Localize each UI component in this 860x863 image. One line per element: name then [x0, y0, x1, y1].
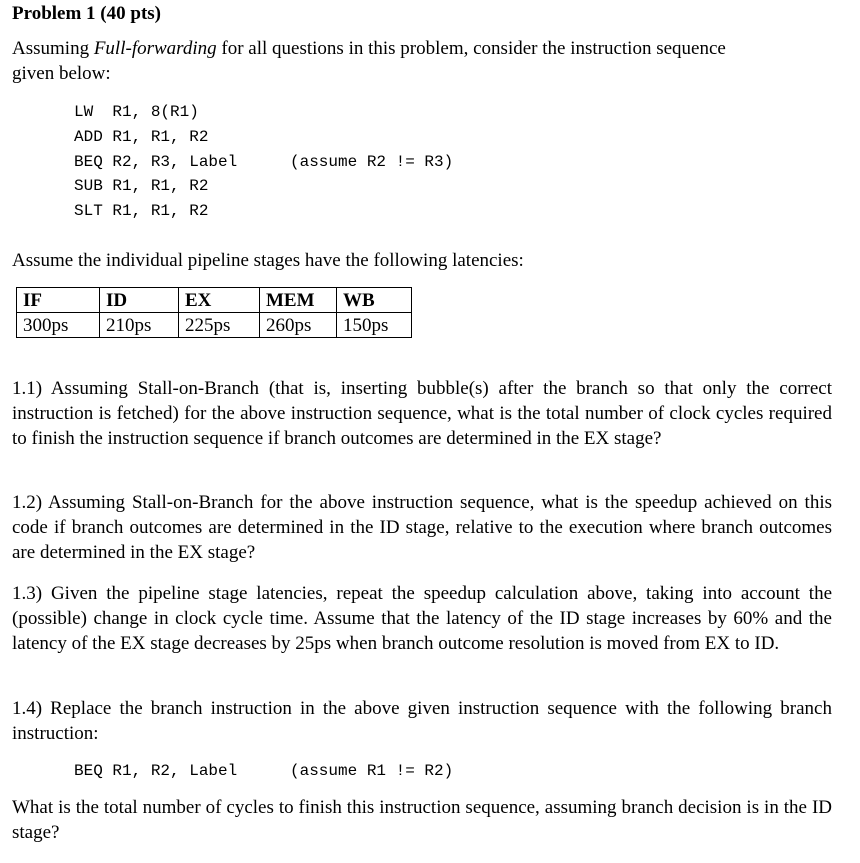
value-wb: 150ps	[337, 313, 412, 338]
code-line-5: SLT R1, R1, R2	[74, 202, 209, 220]
latency-header-row	[17, 288, 412, 313]
question-1-4-followup: What is the total number of cycles to finish this instruction sequence, assuming branch decision is in the ID stage?	[12, 797, 832, 843]
value-id: 210ps	[100, 313, 179, 338]
intro-paragraph	[12, 36, 832, 86]
value-mem: 260ps	[260, 313, 337, 338]
header-wb: WB	[337, 288, 412, 313]
intro-emphasis: Full-forwarding	[93, 38, 217, 59]
header-ex: EX	[179, 288, 260, 313]
question-1-1: 1.1) Assuming Stall-on-Branch (that is, inserting bubble(s) after the branch so that only the correct instruction is fetched) for the above instruction sequence, what is the total number of clock cycles required to finish the instruction sequence if branch outcomes are determined in the EX stage?	[12, 378, 832, 449]
intro-suffix: for all questions in this problem, consider the instruction sequence	[216, 38, 726, 59]
q14-code-line: BEQ R1, R2, Label	[74, 762, 238, 780]
code-line-3: BEQ R2, R3, Label	[74, 153, 238, 171]
q14-code-comment: (assume R1 != R2)	[290, 762, 454, 780]
question-1-4: 1.4) Replace the branch instruction in the above given instruction sequence with the following branch instruction:	[12, 698, 832, 744]
code-line-1: LW R1, 8(R1)	[74, 103, 199, 121]
question-1-2: 1.2) Assuming Stall-on-Branch for the above instruction sequence, what is the speedup achieved on this code if branch outcomes are determined in the ID stage, relative to the execution where branch outcomes are determined in the EX stage?	[12, 492, 832, 563]
code-comment-3: (assume R2 != R3)	[290, 153, 454, 171]
code-line-2: ADD R1, R1, R2	[74, 128, 209, 146]
header-if: IF	[17, 288, 100, 313]
header-mem: MEM	[260, 288, 337, 313]
problem-title: Problem 1 (40 pts)	[12, 3, 161, 24]
intro-prefix: Assuming	[12, 38, 94, 59]
value-ex: 225ps	[179, 313, 260, 338]
question-1-3: 1.3) Given the pipeline stage latencies, repeat the speedup calculation above, taking into account the (possible) change in clock cycle time. Assume that the latency of the ID stage increases by 60% and the latency of the EX stage decreases by 25ps when branch outcome resolution is moved from EX to ID.	[12, 583, 832, 654]
latency-table	[16, 287, 412, 338]
latency-value-row	[17, 313, 412, 338]
value-if: 300ps	[17, 313, 100, 338]
header-id: ID	[100, 288, 179, 313]
intro-line2: given below:	[12, 63, 111, 84]
code-line-4: SUB R1, R1, R2	[74, 177, 209, 195]
latency-intro: Assume the individual pipeline stages have the following latencies:	[12, 250, 524, 271]
